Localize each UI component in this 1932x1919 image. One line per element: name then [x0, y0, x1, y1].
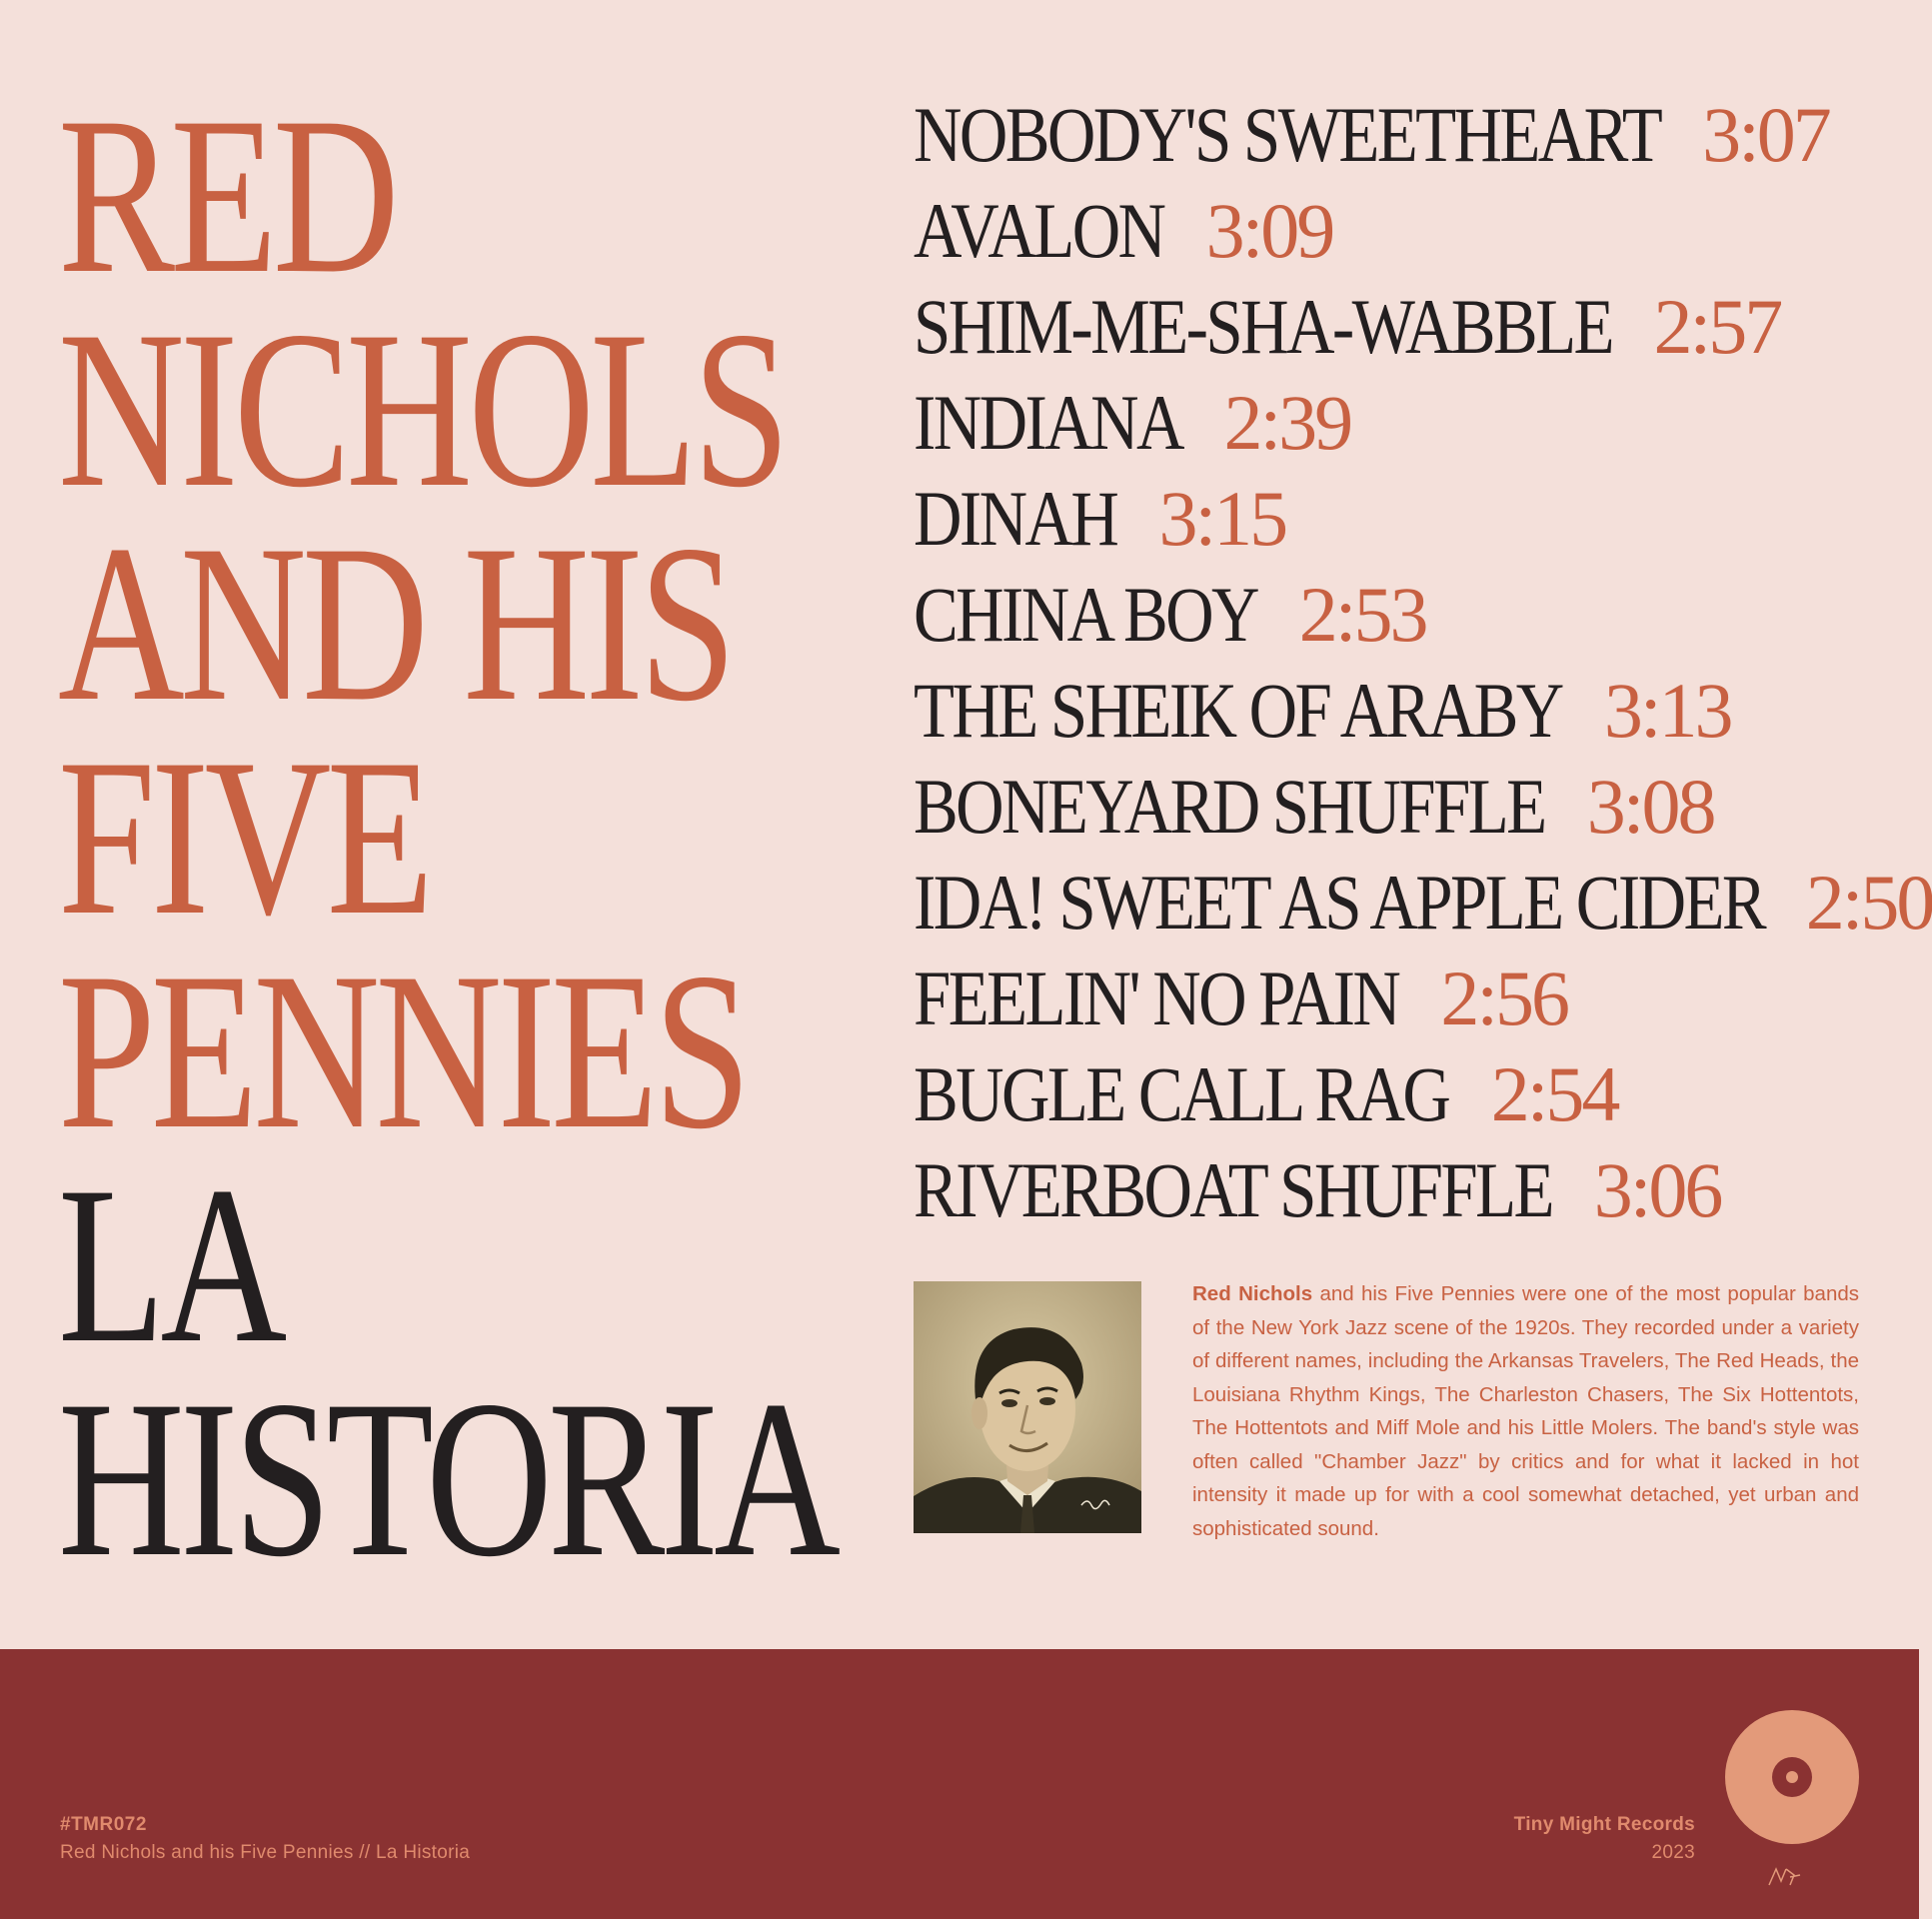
- track-title: CHINA BOY: [914, 571, 1257, 658]
- artist-title-line: RED: [58, 70, 395, 320]
- track-row: [914, 282, 1873, 378]
- track-row: [914, 1049, 1873, 1145]
- track-duration: 2:54: [1490, 1050, 1618, 1137]
- album-title-block: [58, 70, 858, 1603]
- track-title: THE SHEIK OF ARABY: [914, 667, 1562, 754]
- track-title: IDA! SWEET AS APPLE CIDER: [914, 859, 1765, 946]
- track-duration: 2:39: [1223, 379, 1351, 466]
- album-title-line: HISTORIA: [58, 1353, 837, 1603]
- track-duration: 2:57: [1653, 283, 1781, 370]
- track-duration: 3:07: [1702, 91, 1829, 178]
- album-title-line: LA: [58, 1139, 283, 1389]
- release-year: 2023: [1651, 1842, 1695, 1863]
- track-title: FEELIN' NO PAIN: [914, 955, 1399, 1041]
- track-title: INDIANA: [914, 379, 1182, 466]
- track-row: [914, 378, 1873, 474]
- track-row: [914, 186, 1873, 282]
- artist-title-line: AND HIS: [58, 498, 733, 748]
- track-duration: 2:53: [1298, 571, 1426, 658]
- track-row: [914, 474, 1873, 570]
- footer-bar: [0, 1649, 1919, 1919]
- track-title: AVALON: [914, 187, 1164, 274]
- track-title: RIVERBOAT SHUFFLE: [914, 1146, 1552, 1233]
- footer-subtitle: Red Nichols and his Five Pennies // La Historia: [60, 1842, 471, 1863]
- track-row: [914, 90, 1873, 186]
- track-row: [914, 1145, 1873, 1241]
- band-bio: [1192, 1277, 1859, 1545]
- track-row: [914, 858, 1932, 954]
- artist-title-line: NICHOLS: [58, 284, 786, 534]
- track-duration: 2:50: [1805, 859, 1932, 946]
- track-title: DINAH: [914, 475, 1117, 562]
- track-title: SHIM-ME-SHA-WABBLE: [914, 283, 1612, 370]
- track-duration: 2:56: [1440, 955, 1568, 1041]
- vinyl-record-icon: [1724, 1709, 1860, 1889]
- track-duration: 3:09: [1205, 187, 1333, 274]
- artist-title-line: FIVE: [58, 712, 430, 961]
- track-title: BONEYARD SHUFFLE: [914, 763, 1545, 850]
- track-duration: 3:06: [1593, 1146, 1721, 1233]
- track-row: [914, 570, 1873, 666]
- track-row: [914, 954, 1873, 1049]
- track-duration: 3:13: [1603, 667, 1731, 754]
- track-list: [914, 90, 1932, 1241]
- portrait-photo: [914, 1281, 1141, 1533]
- bio-name: Red Nichols: [1192, 1282, 1313, 1305]
- record-label: Tiny Might Records: [1513, 1814, 1695, 1835]
- bio-text: and his Five Pennies were one of the most popular bands of the New York Jazz scene of the 1920s. They recorded under a variety of different names, including the Arkansas Travelers, The Red Heads, the Louisiana Rhythm Kings, The Charleston Chasers, The Six Hottentots, The Hottentots and Miff Mole and his Little Molers. The band's style was often called "Chamber Jazz" by critics and for what it lacked in hot intensity it made up for with a cool somewhat detached, yet urban and sophisticated sound.: [1192, 1282, 1859, 1540]
- artist-title-line: PENNIES: [58, 926, 747, 1175]
- track-duration: 3:15: [1158, 475, 1286, 562]
- track-title: NOBODY'S SWEETHEART: [914, 91, 1661, 178]
- track-row: [914, 666, 1873, 762]
- track-title: BUGLE CALL RAG: [914, 1050, 1449, 1137]
- track-row: [914, 762, 1873, 858]
- track-duration: 3:08: [1586, 763, 1714, 850]
- catalog-number: #TMR072: [60, 1814, 147, 1835]
